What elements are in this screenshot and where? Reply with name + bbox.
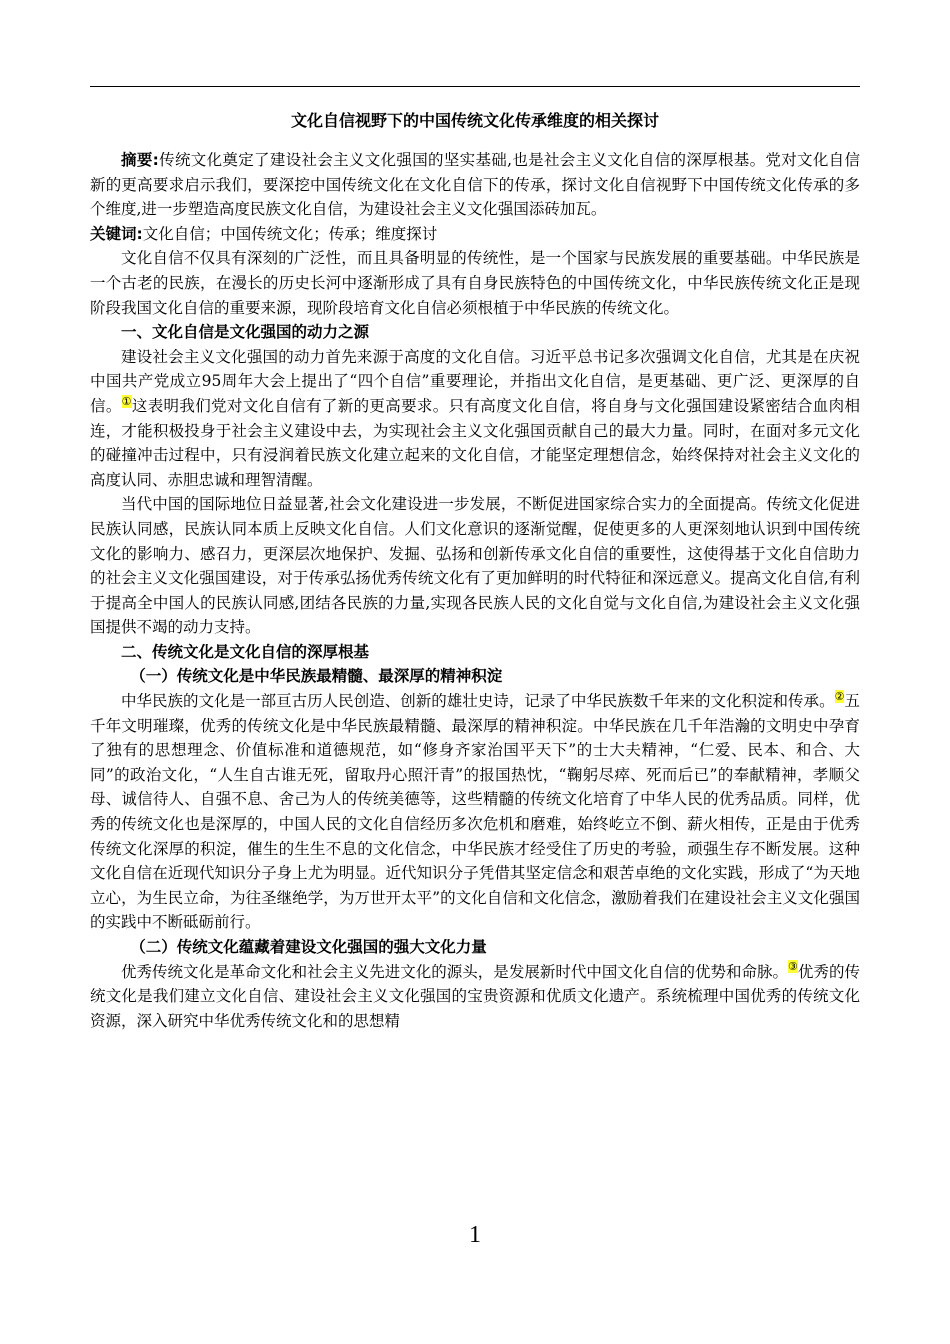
keywords-label: 关键词: (90, 224, 143, 243)
section2-paragraph-2 (90, 960, 860, 1034)
section2-paragraph-1 (90, 689, 860, 935)
section-heading-1: 一、文化自信是文化强国的动力之源 (121, 323, 370, 342)
section2-paragraph-1-part-a: 中华民族的文化是一部亘古历人民创造、创新的雄壮史诗，记录了中华民族数千年来的文化积淀和传承。 (121, 692, 835, 711)
section2-paragraph-2-part-b: 优秀的传统文化是我们建立文化自信、建设社会主义文化强国的宝贵资源和优质文化遗产。系统梳理中国优秀的传统文化资源，深入研究中华优秀传统文化和的思想精 (90, 962, 860, 1030)
keywords-text: 文化自信；中国传统文化；传承；维度探讨 (142, 224, 438, 243)
footnote-marker-1[interactable]: ① (121, 394, 132, 408)
abstract-text: 传统文化奠定了建设社会主义文化强国的坚实基础,也是社会主义文化自信的深厚根基。党对文化自信新的更高要求启示我们，要深挖中国传统文化在文化自信下的传承，探讨文化自信视野下中国传统文化传承的多个维度,进一步塑造高度民族文化自信，为建设社会主义文化强国添砖加瓦。 (90, 151, 861, 219)
intro-paragraph: 文化自信不仅具有深刻的广泛性，而且具备明显的传统性，是一个国家与民族发展的重要基础。中华民族是一个古老的民族，在漫长的历史长河中逐渐形成了具有自身民族特色的中国传统文化，中华民族传统文化正是现阶段我国文化自信的重要来源，现阶段培育文化自信必须根植于中华民族的传统文化。 (90, 249, 860, 317)
page-number: 1 (469, 1222, 481, 1248)
header-rule (90, 86, 860, 87)
section1-paragraph-1-part-a: 建设社会主义文化强国的动力首先来源于高度的文化自信。习近平总书记多次强调文化自信，尤其是在庆祝中国共产党成立95周年大会上提出了“四个自信”重要理论，并指出文化自信，是更基础、更广泛、更深厚的自信。 (90, 347, 860, 415)
section2-paragraph-2-part-a: 优秀传统文化是革命文化和社会主义先进文化的源头，是发展新时代中国文化自信的优势和命脉。 (121, 962, 789, 981)
document-title: 文化自信视野下的中国传统文化传承维度的相关探讨 (290, 111, 659, 130)
section1-paragraph-1-part-b: 这表明我们党对文化自信有了新的更高要求。只有高度文化自信，将自身与文化强国建设紧密结合血肉相连，才能积极投身于社会主义建设中去，为实现社会主义文化强国贡献自己的最大力量。同时，在面对多元文化的碰撞冲击过程中，只有浸润着民族文化建立起来的文化自信，才能坚定理想信念，始终保持对社会主义文化的高度认同、赤胆忠诚和理智清醒。 (90, 396, 860, 489)
section2-paragraph-1-part-b: 五千年文明璀璨，优秀的传统文化是中华民族最精髓、最深厚的精神积淀。中华民族在几千年浩瀚的文明史中孕育了独有的思想理念、价值标准和道德规范，如“修身齐家治国平天下”的士大夫精神，“仁爱、民本、和合、大同”的政治文化，“人生自古谁无死，留取丹心照汗青”的报国热忱，“鞠躬尽瘁、死而后已”的奉献精神，孝顺父母、诚信待人、自强不息、舍己为人的传统美德等，这些精髓的传统文化培育了中华人民的优秀品质。同样，优秀的传统文化也是深厚的，中国人民的文化自信经历多次危机和磨难，始终屹立不倒、薪火相传，正是由于优秀传统文化深厚的积淀，催生的生生不息的文化信念，中华民族才经受住了历史的考验，顽强生存不断发展。这种文化自信在近现代知识分子身上尤为明显。近代知识分子凭借其坚定信念和艰苦卓绝的文化实践，形成了“为天地立心，为生民立命，为往圣继绝学，为万世开太平”的文化自信和文化信念，激励着我们在建设社会主义文化强国的实践中不断砥砺前行。 (90, 692, 860, 932)
abstract-paragraph (90, 148, 860, 222)
subsection-heading-1: （一）传统文化是中华民族最精髓、最深厚的精神积淀 (130, 667, 503, 686)
section-heading-2: 二、传统文化是文化自信的深厚根基 (121, 642, 370, 661)
footnote-marker-2[interactable]: ② (834, 689, 845, 703)
footnote-marker-3[interactable]: ③ (788, 960, 798, 974)
abstract-label: 摘要: (121, 151, 159, 169)
section1-paragraph-1 (90, 345, 860, 493)
section1-paragraph-2: 当代中国的国际地位日益显著,社会文化建设进一步发展，不断促进国家综合实力的全面提高。传统文化促进民族认同感，民族认同本质上反映文化自信。人们文化意识的逐渐觉醒，促使更多的人更深刻地认识到中国传统文化的影响力、感召力，更深层次地保护、发掘、弘扬和创新传承文化自信的重要性，这使得基于文化自信助力的社会主义文化强国建设，对于传承弘扬优秀传统文化有了更加鲜明的时代特征和深远意义。提高文化自信,有利于提高全中国人的民族认同感,团结各民族的力量,实现各民族人民的文化自觉与文化自信,为建设社会主义文化强国提供不竭的动力支持。 (90, 495, 860, 637)
document-body (90, 108, 860, 1033)
keywords-paragraph (90, 222, 860, 247)
subsection-heading-2: （二）传统文化蕴藏着建设文化强国的强大文化力量 (130, 938, 487, 956)
